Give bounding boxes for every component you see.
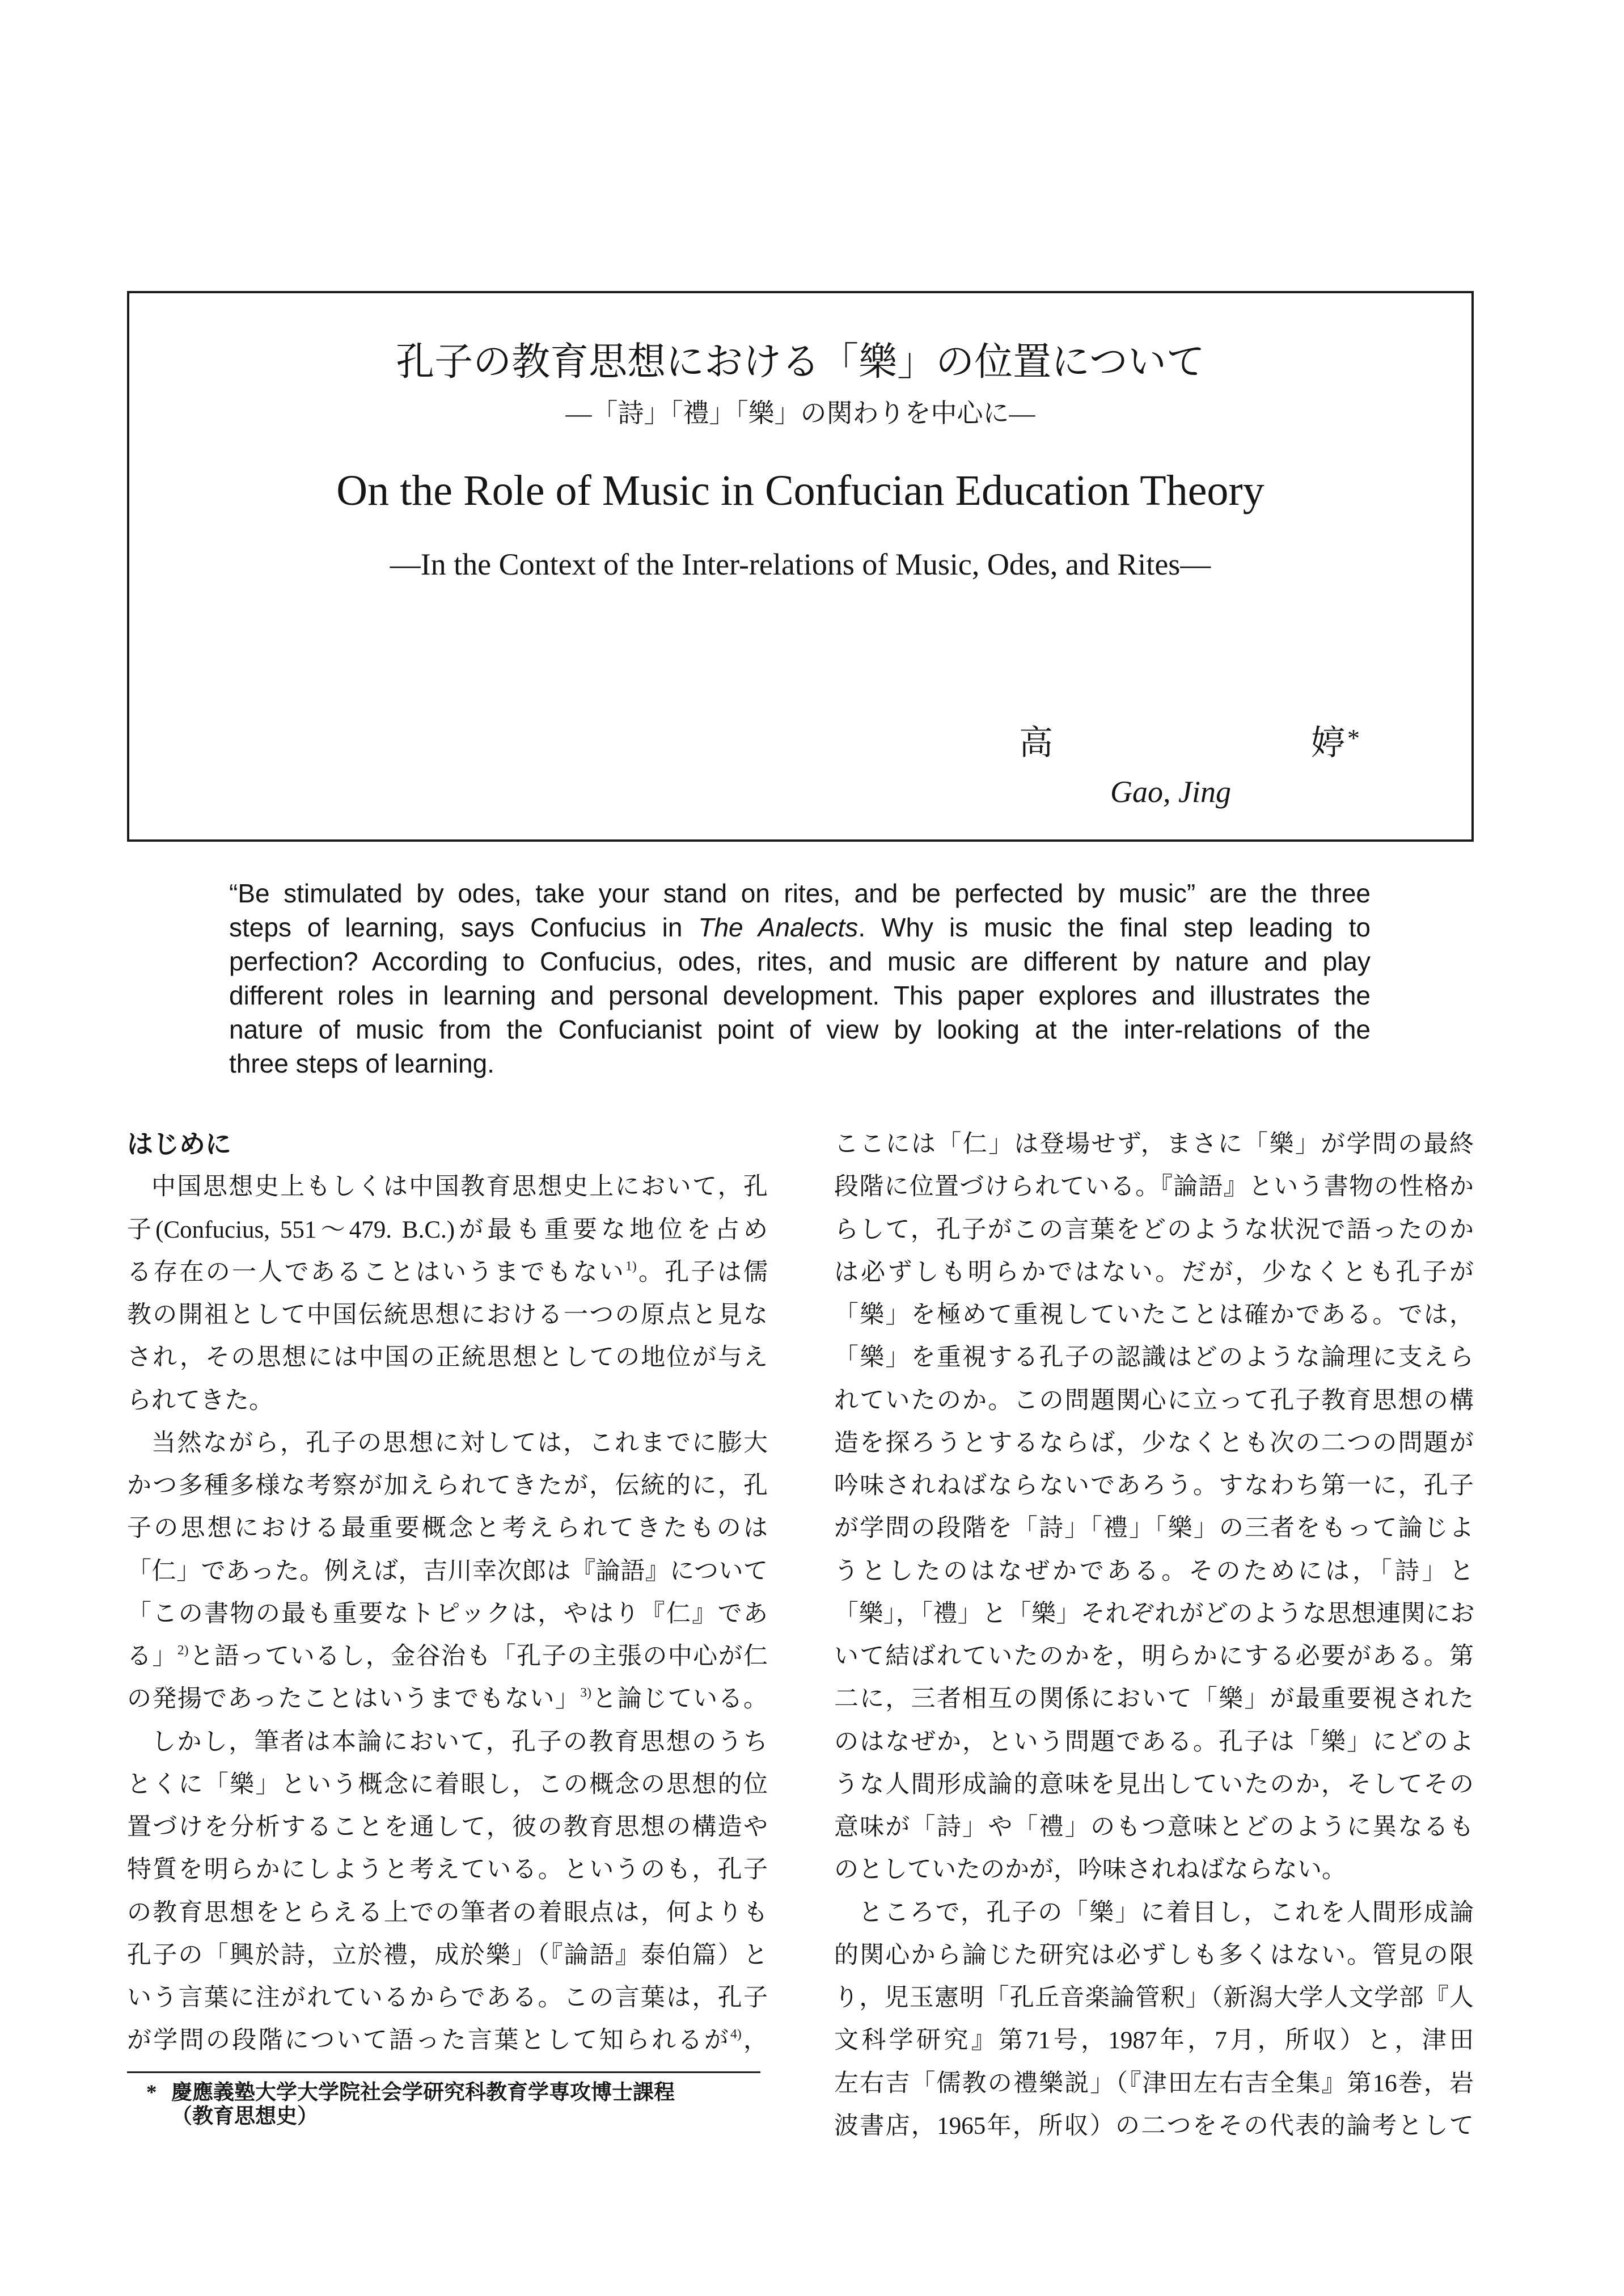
right-column [834, 1123, 1474, 2147]
body-line [127, 2019, 768, 2062]
body-line: うな人間形成論的意味を見出していたのか，そしてその [834, 1771, 1474, 1798]
body-line: の教育思想をとらえる上での筆者の着眼点は，何よりも [127, 1899, 768, 1926]
author-given-name [1311, 723, 1360, 763]
abstract-text: . Why is music the final step leading to [858, 913, 1371, 942]
body-line: 波書店，1965年，所収）の二つをその代表的論考として [834, 2112, 1474, 2139]
body-line: とくに「樂」という概念に着眼し，この概念の思想的位 [127, 1771, 768, 1798]
footnote-affiliation: 慶應義塾大学大学院社会学研究科教育学専攻博士課程 [171, 2081, 675, 2104]
line-text: と論じている。 [591, 1686, 768, 1713]
abstract-text: steps of learning, says Confucius in [229, 913, 699, 942]
footnote-ref: 3) [580, 1685, 591, 1700]
author-family-name: 高 [1019, 724, 1053, 762]
body-line: 「樂」を重視する孔子の認識はどのような論理に支えら [834, 1344, 1474, 1371]
footnote-ref: 2) [177, 1643, 189, 1658]
body-line: れていたのか。この問題関心に立って孔子教育思想の構 [834, 1387, 1474, 1414]
line-text: ， [741, 2027, 768, 2054]
book-title: The Analects [698, 913, 858, 942]
body-line [127, 1635, 768, 1678]
body-line: いて結ばれていたのかを，明らかにする必要がある。第 [834, 1643, 1474, 1670]
body-line [127, 1251, 768, 1294]
body-line: 「樂」，「禮」と「樂」それぞれがどのような思想連関にお [834, 1600, 1474, 1627]
section-heading: はじめに [127, 1129, 231, 1159]
body-line: らして，孔子がこの言葉をどのような状況で語ったのか [834, 1216, 1474, 1243]
body-line: 段階に位置づけられている。『論語』という書物の性格か [834, 1174, 1474, 1201]
title-japanese: 孔子の教育思想における「樂」の位置について [396, 340, 1205, 383]
body-line: ところで，孔子の「樂」に着目し，これを人間形成論 [858, 1899, 1474, 1926]
line-text: と語っているし，金谷治も「孔子の主張の中心が仁 [188, 1643, 768, 1670]
author-given-name-text: 婷 [1311, 724, 1345, 762]
abstract-line [229, 910, 1371, 944]
abstract-line: three steps of learning. [229, 1049, 494, 1078]
abstract-line: “Be stimulated by odes, take your stand on rites, and be perfected by music” are the three [229, 879, 1371, 908]
body-line: 特質を明らかにしようと考えている。というのも，孔子 [127, 1856, 768, 1884]
body-line: が学問の段階を「詩」「禮」「樂」の三者をもって論じよ [834, 1515, 1474, 1542]
body-line: 的関心から論じた研究は必ずしも多くはない。管見の限 [834, 1942, 1474, 1969]
footnote-divider [127, 2071, 760, 2073]
body-line: は必ずしも明らかではない。だが，少なくとも孔子が [834, 1259, 1474, 1286]
body-line: 子(Confucius, 551～479. B.C.)が最も重要な地位を占め [127, 1216, 768, 1243]
footnote-ref: 1) [625, 1259, 637, 1274]
body-line: られてきた。 [127, 1387, 273, 1414]
line-text: の発揚であったことはいうまでもない」 [127, 1686, 581, 1713]
body-line: 「樂」を極めて重視していたことは確かである。では， [834, 1302, 1474, 1328]
author-name-english: Gao, Jing [1110, 775, 1231, 809]
body-line: され，その思想には中国の正統思想としての地位が与え [127, 1344, 768, 1371]
left-column [127, 1123, 768, 2062]
footnote-field: （教育思想史） [171, 2105, 318, 2128]
body-line: 孔子の「興於詩，立於禮，成於樂」（『論語』泰伯篇）と [127, 1942, 768, 1969]
body-line: 二に，三者相互の関係において「樂」が最重要視された [834, 1686, 1474, 1713]
author-footnote-mark: * [1347, 724, 1360, 752]
body-line [127, 1678, 768, 1720]
line-text: る」 [127, 1643, 177, 1670]
footnote-mark: * [146, 2081, 157, 2104]
title-english: On the Role of Music in Confucian Education Theory [336, 467, 1264, 514]
body-line: うとしたのはなぜかである。そのためには，「詩」と [834, 1558, 1474, 1585]
body-line: 文科学研究』第71号，1987年，7月，所収）と，津田 [834, 2027, 1474, 2054]
body-line: 「仁」であった。例えば，吉川幸次郎は『論語』について [127, 1558, 768, 1585]
body-line: 当然ながら，孔子の思想に対しては，これまでに膨大 [151, 1429, 768, 1457]
body-line: 子の思想における最重要概念と考えられてきたものは [127, 1515, 768, 1542]
body-line: 意味が「詩」や「禮」のもつ意味とどのように異なるも [834, 1814, 1474, 1841]
body-line: のはなぜか，という問題である。孔子は「樂」にどのよ [834, 1728, 1474, 1755]
body-line: 「この書物の最も重要なトピックは，やはり『仁』であ [127, 1600, 768, 1627]
abstract-line: different roles in learning and personal development. This paper explores and illustrates the [229, 981, 1371, 1010]
line-text: 。孔子は儒 [636, 1259, 768, 1286]
body-line: 吟味されねばならないであろう。すなわち第一に，孔子 [834, 1472, 1474, 1499]
subtitle-english: —In the Context of the Inter-relations of Music, Odes, and Rites— [390, 547, 1211, 581]
line-text: が学問の段階について語った言葉として知られるが [127, 2027, 730, 2054]
body-line: 置づけを分析することを通して，彼の教育思想の構造や [127, 1814, 768, 1841]
body-line: いう言葉に注がれているからである。この言葉は，孔子 [127, 1985, 768, 2011]
title-box [127, 291, 1474, 842]
body-line: ここには「仁」は登場せず，まさに「樂」が学問の最終 [834, 1131, 1474, 1158]
body-line: り，児玉憲明「孔丘音楽論管釈」（新潟大学人文学部『人 [834, 1985, 1474, 2011]
body-line: 教の開祖として中国伝統思想における一つの原点と見な [127, 1302, 768, 1328]
body-line: かつ多種多様な考察が加えられてきたが，伝統的に，孔 [127, 1472, 768, 1499]
abstract-line: perfection? According to Confucius, odes, rites, and music are different by nature and play [229, 947, 1371, 976]
body-line: 左右吉「儒教の禮樂説」（『津田左右吉全集』第16巻，岩 [834, 2070, 1474, 2097]
abstract-line: nature of music from the Confucianist point of view by looking at the inter-relations of the [229, 1015, 1371, 1044]
footnote-ref: 4) [730, 2027, 742, 2042]
body-line: のとしていたのかが，吟味されねばならない。 [834, 1856, 1346, 1884]
abstract [229, 876, 1371, 1081]
body-line: 造を探ろうとするならば，少なくとも次の二つの問題が [834, 1429, 1474, 1457]
body-line: 中国思想史上もしくは中国教育思想史上において，孔 [151, 1174, 768, 1201]
subtitle-japanese: ―「詩」「禮」「樂」の関わりを中心に― [565, 399, 1035, 428]
line-text: る存在の一人であることはいうまでもない [127, 1259, 625, 1286]
body-line: しかし，筆者は本論において，孔子の教育思想のうち [151, 1728, 768, 1755]
